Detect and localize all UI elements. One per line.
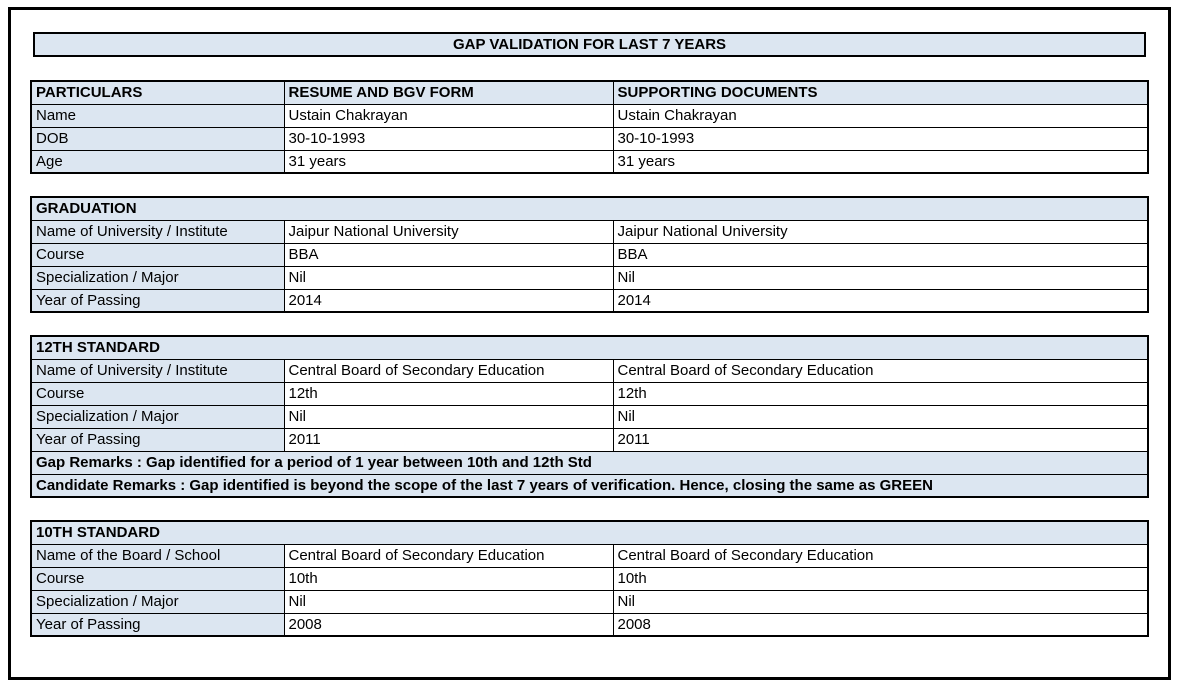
section-heading-cell: 12TH STANDARD	[31, 336, 1148, 359]
supporting-value-cell: Jaipur National University	[613, 220, 1148, 243]
table-row	[31, 428, 1148, 451]
table-row	[31, 150, 1148, 173]
table-row	[31, 405, 1148, 428]
supporting-value-cell: Nil	[613, 590, 1148, 613]
resume-value-cell: Central Board of Secondary Education	[284, 544, 613, 567]
row-label-cell: Specialization / Major	[31, 405, 284, 428]
particulars-table	[30, 80, 1149, 174]
section-heading-cell: 10TH STANDARD	[31, 521, 1148, 544]
table-row	[31, 544, 1148, 567]
resume-value-cell: 12th	[284, 382, 613, 405]
section-heading-cell: GRADUATION	[31, 197, 1148, 220]
table-row	[31, 127, 1148, 150]
table-row	[31, 266, 1148, 289]
tenth-standard-table	[30, 520, 1149, 637]
resume-value-cell: 2014	[284, 289, 613, 312]
supporting-value-cell: Nil	[613, 405, 1148, 428]
row-label-cell: Name of the Board / School	[31, 544, 284, 567]
table-row	[31, 243, 1148, 266]
row-label-cell: Name	[31, 104, 284, 127]
supporting-value-cell: 2014	[613, 289, 1148, 312]
column-header-resume-bgv-form: RESUME AND BGV FORM	[284, 81, 613, 104]
table-row	[31, 220, 1148, 243]
row-label-cell: Specialization / Major	[31, 590, 284, 613]
column-header-particulars: PARTICULARS	[31, 81, 284, 104]
supporting-value-cell: 30-10-1993	[613, 127, 1148, 150]
table-row	[31, 382, 1148, 405]
resume-value-cell: Nil	[284, 266, 613, 289]
resume-value-cell: Nil	[284, 405, 613, 428]
resume-value-cell: Central Board of Secondary Education	[284, 359, 613, 382]
table-row	[31, 359, 1148, 382]
supporting-value-cell: 31 years	[613, 150, 1148, 173]
resume-value-cell: 2008	[284, 613, 613, 636]
supporting-value-cell: 10th	[613, 567, 1148, 590]
supporting-value-cell: Central Board of Secondary Education	[613, 544, 1148, 567]
row-label-cell: Name of University / Institute	[31, 359, 284, 382]
table-header-row	[31, 81, 1148, 104]
table-row	[31, 613, 1148, 636]
row-label-cell: Age	[31, 150, 284, 173]
row-label-cell: Specialization / Major	[31, 266, 284, 289]
resume-value-cell: Nil	[284, 590, 613, 613]
graduation-table	[30, 196, 1149, 313]
row-label-cell: Course	[31, 243, 284, 266]
row-label-cell: Year of Passing	[31, 613, 284, 636]
resume-value-cell: 10th	[284, 567, 613, 590]
row-label-cell: Year of Passing	[31, 289, 284, 312]
row-label-cell: Course	[31, 567, 284, 590]
supporting-value-cell: Central Board of Secondary Education	[613, 359, 1148, 382]
resume-value-cell: 31 years	[284, 150, 613, 173]
document-title: GAP VALIDATION FOR LAST 7 YEARS	[452, 36, 727, 53]
resume-value-cell: 30-10-1993	[284, 127, 613, 150]
row-label-cell: Year of Passing	[31, 428, 284, 451]
table-row	[31, 104, 1148, 127]
supporting-value-cell: Ustain Chakrayan	[613, 104, 1148, 127]
section-heading-row	[31, 336, 1148, 359]
supporting-value-cell: Nil	[613, 266, 1148, 289]
row-label-cell: Course	[31, 382, 284, 405]
supporting-value-cell: 12th	[613, 382, 1148, 405]
table-row	[31, 567, 1148, 590]
candidate-remarks-cell: Candidate Remarks : Gap identified is beyond the scope of the last 7 years of verification. Hence, closing the same as GREEN	[31, 474, 1148, 497]
section-heading-row	[31, 521, 1148, 544]
twelfth-standard-table	[30, 335, 1149, 498]
column-header-supporting-documents: SUPPORTING DOCUMENTS	[613, 81, 1148, 104]
gap-remarks-cell: Gap Remarks : Gap identified for a period of 1 year between 10th and 12th Std	[31, 451, 1148, 474]
remarks-row	[31, 451, 1148, 474]
page-frame	[8, 7, 1171, 680]
document-title-bar	[33, 32, 1146, 57]
supporting-value-cell: 2011	[613, 428, 1148, 451]
supporting-value-cell: 2008	[613, 613, 1148, 636]
resume-value-cell: Ustain Chakrayan	[284, 104, 613, 127]
supporting-value-cell: BBA	[613, 243, 1148, 266]
row-label-cell: Name of University / Institute	[31, 220, 284, 243]
table-row	[31, 289, 1148, 312]
resume-value-cell: 2011	[284, 428, 613, 451]
remarks-row	[31, 474, 1148, 497]
row-label-cell: DOB	[31, 127, 284, 150]
resume-value-cell: Jaipur National University	[284, 220, 613, 243]
section-heading-row	[31, 197, 1148, 220]
table-row	[31, 590, 1148, 613]
resume-value-cell: BBA	[284, 243, 613, 266]
